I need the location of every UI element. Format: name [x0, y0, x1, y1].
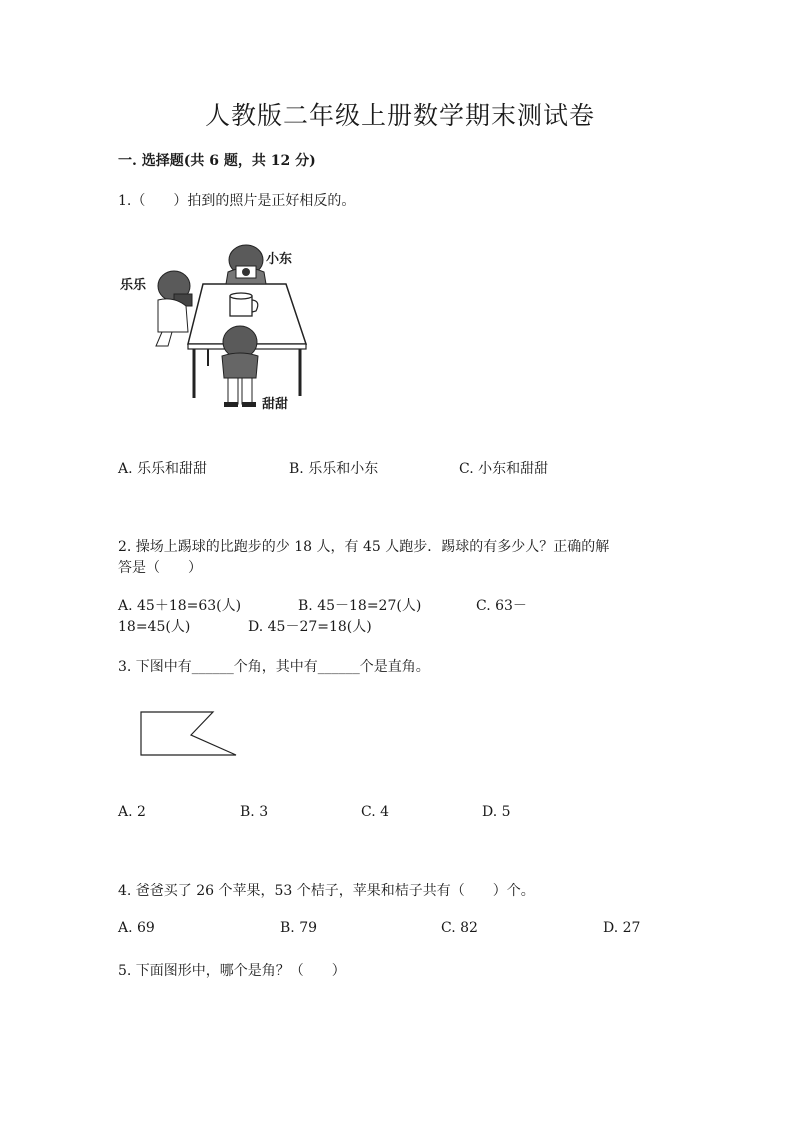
question-1-illustration [118, 238, 318, 418]
section-heading: 一. 选择题(共 6 题，共 12 分) [118, 153, 316, 169]
q2-option-c-continued: 18=45(人) [118, 619, 191, 635]
q1-option-c: C. 小东和甜甜 [459, 461, 549, 477]
question-3-figure [138, 708, 242, 760]
q3-option-b: B. 3 [240, 804, 269, 820]
q2-option-c: C. 63－ [476, 598, 527, 614]
label-lele: 乐乐 [120, 278, 147, 293]
question-2-text-line1: 2. 操场上踢球的比跑步的少 18 人，有 45 人跑步．踢球的有多少人？正确的解 [118, 539, 610, 555]
q3-option-a: A. 2 [118, 804, 146, 820]
question-3-text: 3. 下图中有______个角，其中有______个是直角。 [118, 659, 430, 675]
label-xiaodong: 小东 [266, 252, 293, 267]
q4-option-a: A. 69 [118, 920, 155, 936]
page-title: 人教版二年级上册数学期末测试卷 [204, 101, 595, 130]
q2-option-a: A. 45＋18=63(人) [118, 598, 242, 614]
q1-option-a: A. 乐乐和甜甜 [118, 461, 208, 477]
q4-option-d: D. 27 [603, 920, 641, 936]
question-2-text-line2: 答是（ ） [118, 560, 202, 576]
q3-option-c: C. 4 [361, 804, 390, 820]
q2-option-d: D. 45－27=18(人) [248, 619, 372, 635]
q3-option-d: D. 5 [482, 804, 511, 820]
question-5-text: 5. 下面图形中，哪个是角？（ ） [118, 963, 346, 979]
q1-option-b: B. 乐乐和小东 [289, 461, 379, 477]
q4-option-b: B. 79 [280, 920, 318, 936]
question-4-text: 4. 爸爸买了 26 个苹果，53 个桔子，苹果和桔子共有（ ）个。 [118, 883, 535, 899]
question-1-text: 1.（ ）拍到的照片是正好相反的。 [118, 193, 356, 209]
label-tiantian: 甜甜 [262, 397, 289, 412]
q4-option-c: C. 82 [441, 920, 478, 936]
q2-option-b: B. 45－18=27(人) [298, 598, 422, 614]
